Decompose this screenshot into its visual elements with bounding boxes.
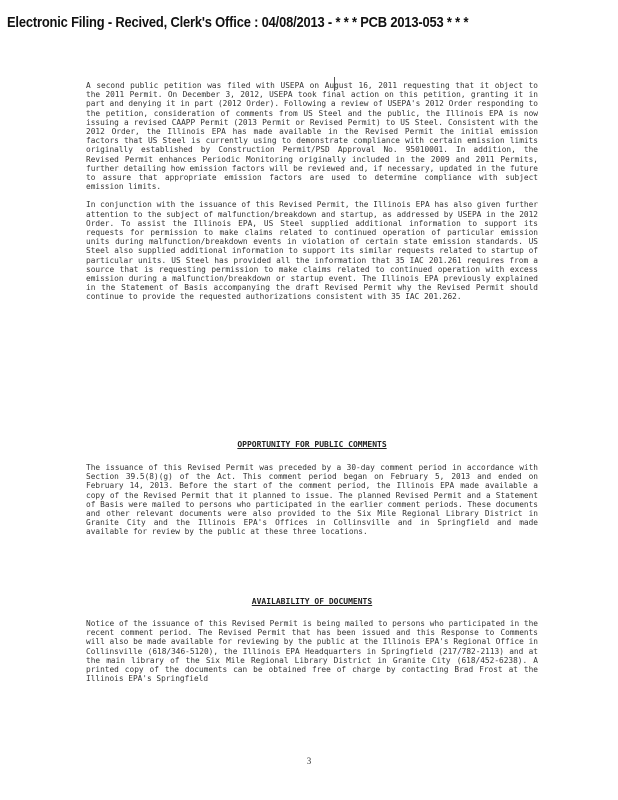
paragraph-malfunction-startup: In conjunction with the issuance of this Revised Permit, the Illinois EPA has also given further attention to the subject of malfunction/breakdown and startup, as addressed by USEPA in the 2012 Order. To assist the Illinois EPA, US Steel supplied additional information to support its requests for permission to make claims related to continued operation of particular emission units during malfunction/breakdown events in violation of certain state emission standards. US Steel also supplied additional information to support its similar requests related to startup of particular units. US Steel has provided all the information that 35 IAC 201.261 requires from a source that is requesting permission to make claims related to continued operation with excess emission during a malfunction/breakdown or startup event. The Illinois EPA previously explained in the Statement of Basis accompanying the draft Revised Permit why the Revised Permit should continue to provide the requested authorizations consistent with 35 IAC 201.262. bbox=[86, 200, 538, 302]
paragraph-availability: Notice of the issuance of this Revised Permit is being mailed to persons who participated in the recent comment period. The Revised Permit that has been issued and this Response to Comments will also be made available for reviewing by the public at the Illinois EPA's Regional Office in Collinsville (618/346-5120), the Illinois EPA Headquarters in Springfield (217/782-2113) and at the main library of the Six Mile Regional Library District in Granite City (618/452-6238). A printed copy of the documents can be obtained free of charge by contacting Brad Frost at the Illinois EPA's Springfield bbox=[86, 619, 538, 684]
filing-stamp-header: Electronic Filing - Recived, Clerk's Office : 04/08/2013 - * * * PCB 2013-053 * * * bbox=[7, 14, 469, 31]
document-body-comments bbox=[86, 463, 538, 537]
heading-public-comments: OPPORTUNITY FOR PUBLIC COMMENTS bbox=[237, 440, 387, 449]
paragraph-second-petition: A second public petition was filed with USEPA on August 16, 2011 requesting that it object to the 2011 Permit. On December 3, 2012, USEPA took final action on this petition, granting it in part and denying it in part (2012 Order). Following a review of USEPA's 2012 Order responding to the petition, consideration of comments from US Steel and the public, the Illinois EPA is now issuing a revised CAAPP Permit (2013 Permit or Revised Permit) to US Steel. Consistent with the 2012 Order, the Illinois EPA has made available in the Revised Permit the initial emission factors that US Steel is currently using to demonstrate compliance with certain emission limits originally established by Construction Permit/PSD Approval No. 95010001. In addition, the Revised Permit enhances Periodic Monitoring originally included in the 2009 and 2011 Permits, further detailing how emission factors will be reviewed and, if necessary, updated in the future to assure that appropriate emission factors are used to determine compliance with subject emission limits. bbox=[86, 81, 538, 192]
paragraph-comment-period: The issuance of this Revised Permit was preceded by a 30-day comment period in accordance with Section 39.5(8)(g) of the Act. This comment period began on February 5, 2013 and ended on February 14, 2013. Before the start of the comment period, the Illinois EPA made available a copy of the Revised Permit that it planned to issue. The planned Revised Permit and a Statement of Basis were mailed to persons who participated in the earlier comment periods. These documents and other relevant documents were also provided to the Six Mile Regional Library District in Granite City and the Illinois EPA's Offices in Collinsville and in Springfield and made available for review by the public at these three locations. bbox=[86, 463, 538, 537]
document-body bbox=[86, 81, 538, 302]
document-body-availability bbox=[86, 619, 538, 683]
heading-availability: AVAILABILITY OF DOCUMENTS bbox=[251, 597, 373, 606]
page-number: 3 bbox=[306, 756, 312, 766]
